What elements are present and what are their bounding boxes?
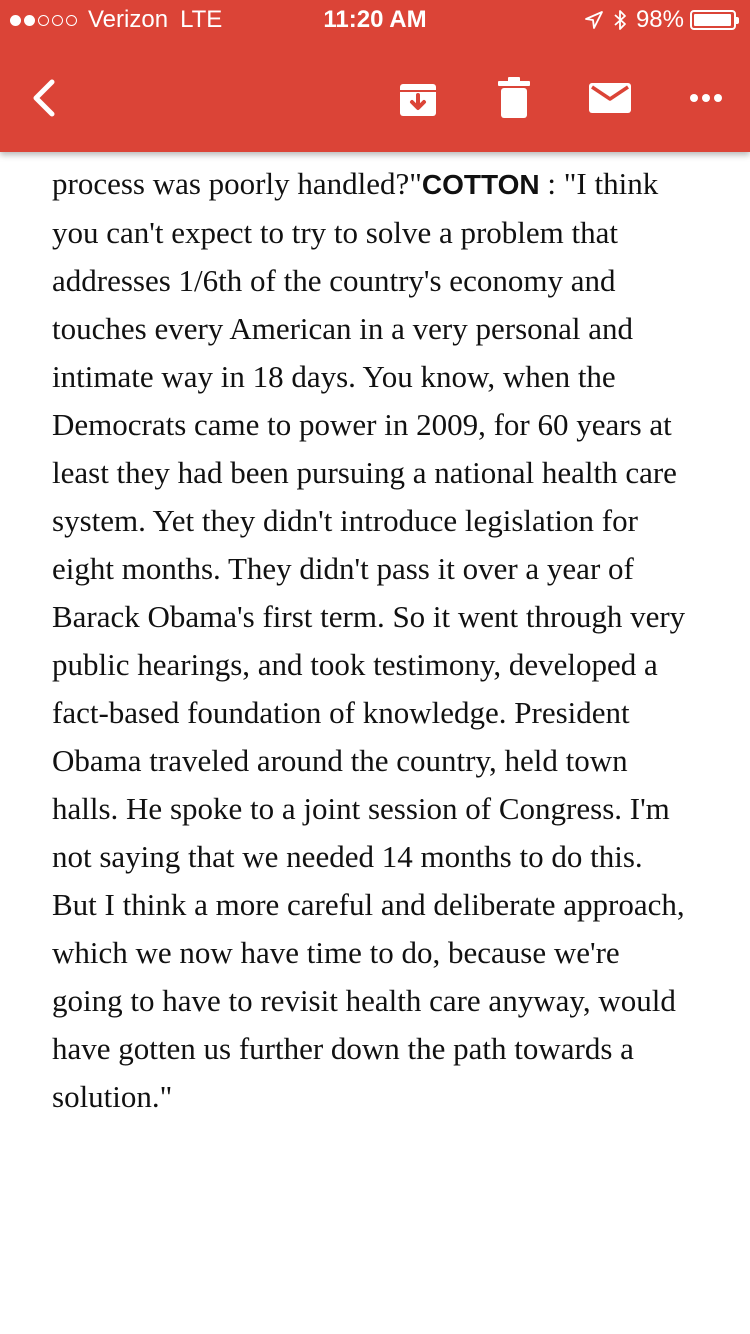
back-arrow-icon [28, 78, 60, 118]
bluetooth-icon [612, 8, 628, 32]
message-text-quote: : "I think you can't expect to try to solve a problem that addresses 1/6th of the country's economy and touches every American in a very personal and intimate way in 18 days. You know, when the Democrats came to power in 2009, for 60 years at least they had been pursuing a national health care system. Yet they didn't introduce legislation for eight months. They didn't pass it over a year of Barack Obama's first term. So it went through very public hearings, and took testimony, developed a fact-based foundation of knowledge. President Obama traveled around the country, held town halls. He spoke to a joint session of Congress. I'm not saying that we needed 14 months to do this. But I think a more careful and deliberate approach, which we now have time to do, because we're going to have to revisit health care anyway, would have gotten us further down the path towards a solution." [52, 166, 686, 1114]
mail-icon [589, 83, 631, 113]
status-right [584, 6, 736, 34]
more-options-button[interactable] [678, 70, 734, 126]
location-arrow-icon [584, 10, 604, 30]
delete-button[interactable] [486, 70, 542, 126]
more-icon [689, 93, 723, 103]
mark-unread-button[interactable] [582, 70, 638, 126]
app-header [0, 0, 750, 152]
message-toolbar [0, 56, 750, 140]
message-text-lead: process was poorly handled?" [52, 166, 422, 201]
network-label: LTE [180, 6, 223, 33]
archive-button[interactable] [390, 70, 446, 126]
trash-icon [498, 77, 530, 119]
archive-icon [398, 78, 438, 118]
back-button[interactable] [16, 70, 72, 126]
carrier-label: Verizon [88, 6, 169, 33]
battery-icon [690, 10, 736, 30]
battery-percent: 98% [635, 6, 684, 33]
speaker-name: COTTON [421, 169, 540, 200]
message-body [52, 160, 692, 1121]
status-bar [0, 0, 750, 40]
status-time: 11:20 AM [323, 6, 427, 33]
